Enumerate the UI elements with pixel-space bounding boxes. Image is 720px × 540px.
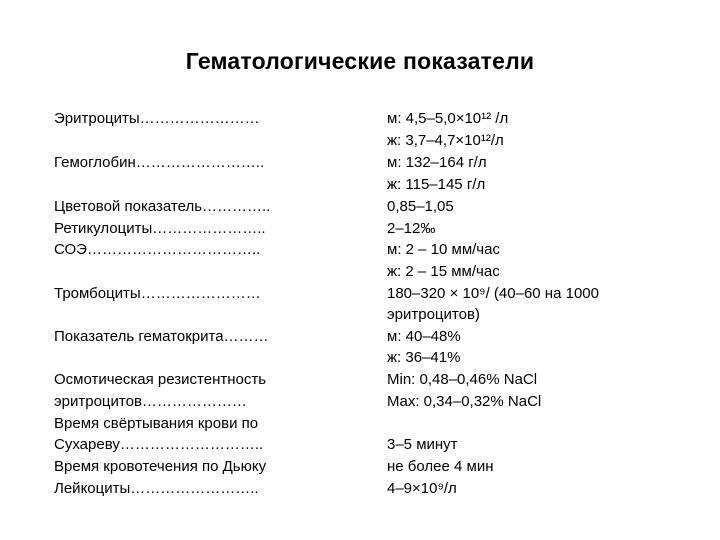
param-name: Осмотическая резистентность (54, 371, 267, 388)
param-name: Цветовой показатель………….. (54, 198, 271, 215)
param-name: Гемоглобин…………………….. (54, 154, 265, 171)
param-value: ж: 2 – 15 мм/час (387, 263, 500, 280)
param-value: 3–5 минут (387, 436, 458, 453)
param-name: СОЭ…………………………….. (54, 241, 261, 258)
param-value: ж: 3,7–4,7×10¹²/л (387, 132, 504, 149)
param-value: м: 4,5–5,0×10¹² /л (387, 110, 509, 127)
param-name: Ретикулоциты………………….. (54, 220, 266, 237)
param-name: Сухареву……………………….. (54, 436, 264, 453)
param-value: эритроцитов) (387, 306, 480, 323)
param-name: Время кровотечения по Дьюку (54, 458, 267, 475)
param-value: ж: 115–145 г/л (387, 176, 486, 193)
param-value: 2–12‰ (387, 220, 436, 237)
param-name: Эритроциты…………………… (54, 110, 260, 127)
param-name: Показатель гематокрита……… (54, 328, 269, 345)
param-value: ж: 36–41% (387, 349, 461, 366)
param-value: 4–9×10⁹/л (387, 480, 457, 497)
param-value: не более 4 мин (387, 458, 494, 475)
param-value: 180–320 × 10⁹/ (40–60 на 1000 (387, 285, 599, 302)
param-name: Время свёртывания крови по (54, 415, 259, 432)
param-value: Min: 0,48–0,46% NaCl (387, 371, 538, 388)
param-value: м: 132–164 г/л (387, 154, 487, 171)
param-name: эритроцитов………………… (54, 393, 247, 410)
param-value: м: 40–48% (387, 328, 461, 345)
page-title: Гематологические показатели (185, 48, 535, 74)
param-name: Лейкоциты…………………….. (54, 480, 259, 497)
param-value: м: 2 – 10 мм/час (387, 241, 500, 258)
param-value: 0,85–1,05 (387, 198, 454, 215)
param-name: Тромбоциты…………………… (54, 285, 261, 302)
param-value: Max: 0,34–0,32% NaCl (387, 393, 542, 410)
